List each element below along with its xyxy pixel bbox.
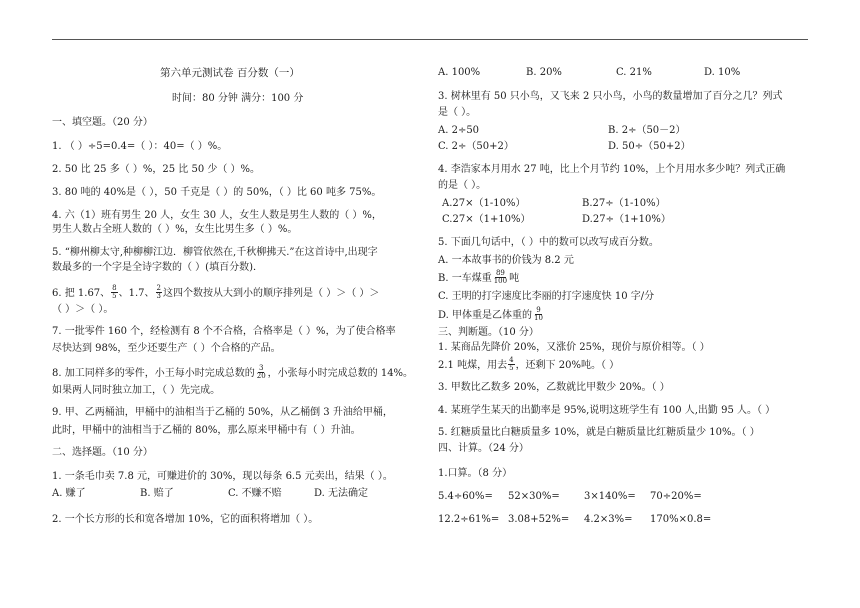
time-info: 时间：80 分钟 满分：100 分 (172, 93, 304, 104)
choice-q2-option-b: B. 20% (526, 67, 562, 78)
fill-question-8-line1 (52, 366, 413, 381)
q8-text-post: ，小张每小时完成总数的 14%。 (267, 368, 414, 379)
calc-item: 5.4÷60%= (438, 491, 493, 502)
fill-question-5-line2: 数最多的一个字是全诗字数的（ ）(填百分数)． (52, 262, 263, 273)
section-fill-heading: 一、填空题。（20 分） (52, 117, 153, 128)
choice-question-4-line2: 的是（ ）。 (438, 180, 487, 191)
choice-q3-option-b: B. 2÷（50－2） (608, 125, 686, 136)
fraction-nine-tenths: $\frac{9}{10}$ (534, 306, 543, 322)
section-choice-heading: 二、选择题。（10 分） (52, 447, 153, 458)
choice-q1-option-b: B. 赔了 (140, 488, 174, 499)
fill-question-6-line2: （ ）＞（ ）。 (52, 304, 114, 315)
fill-question-2: 2. 50 比 25 多（ ）%，25 比 50 少（ ）%。 (52, 164, 261, 175)
choice-question-5: 5. 下面几句话中，（ ）中的数可以改写成百分数。 (438, 237, 659, 248)
judge-question-5: 5. 红糖质量比白糖质量多 10%，就是白糖质量比红糖质量少 10%。（ ） (438, 427, 760, 438)
calc-item: 170%×0.8= (650, 514, 712, 525)
choice-question-1: 1. 一条毛巾卖 7.8 元，可赚进价的 30%，现以每条 6.5 元卖出，结果（ ）。 (52, 471, 393, 482)
choice-q4-option-d: D.27÷（1+10%） (582, 214, 671, 225)
choice-q3-option-d: D. 50÷（50+2） (608, 141, 691, 152)
choice-q5-option-c: C. 王明的打字速度比李丽的打字速度快 10 字/分 (438, 291, 655, 302)
calc-item: 3.08+52%= (508, 514, 570, 525)
q6-text-pre: 6. 把 1.67、 (52, 288, 111, 299)
judge-question-3: 3. 甲数比乙数多 20%，乙数就比甲数少 20%。（ ） (438, 382, 670, 393)
top-rule (52, 39, 808, 40)
judge-question-1: 1. 某商品先降价 20%，又涨价 25%，现价与原价相等。（ ） (438, 342, 710, 353)
page-title: 第六单元测试卷 百分数（一） (160, 67, 300, 79)
fill-question-9-line1: 9. 甲、乙两桶油，甲桶中的油相当于乙桶的 50%，从乙桶倒 3 升油给甲桶， (52, 407, 393, 418)
calc-subsection-heading: 1.口算。（8 分） (438, 468, 513, 479)
fill-question-7-line1: 7. 一批零件 160 个，经检测有 8 个不合格，合格率是（ ）%，为了使合格率 (52, 326, 396, 337)
section-judge-heading: 三、判断题。（10 分） (438, 327, 539, 338)
choice-q4-option-c: C.27×（1+10%） (442, 214, 531, 225)
choice-q5-option-d: D. 甲体重是乙体重的 $\frac{9}{10}$ (438, 306, 543, 322)
fraction-four-fifths: $\frac{4}{5}$ (509, 356, 514, 372)
choice-question-3-line2: 是（ ）。 (438, 107, 477, 118)
fill-question-7-line2: 尽快达到 98%，至少还要生产（ ）个合格的产品。 (52, 343, 281, 354)
section-calc-heading: 四、计算。（24 分） (438, 443, 529, 454)
q6-text-post: 这四个数按从大到小的顺序排列是（ ）＞（ ）＞ (163, 288, 380, 299)
choice-q4-option-a: A.27×（1-10%） (442, 198, 526, 209)
fill-question-9-line2: 此时，甲桶中的油相当于乙桶的 80%，那么原来甲桶中有（ ）升油。 (52, 425, 361, 436)
fill-question-4-line1: 4. 六（1）班有男生 20 人，女生 30 人，女生人数是男生人数的（ ）%， (52, 210, 382, 221)
fraction-two-thirds: $\frac{2}{3}$ (156, 284, 162, 300)
fill-question-8-line2: 如果两人同时独立加工，（ ）先完成。 (52, 385, 221, 396)
judge-question-2: 2.1 吨煤，用去 $\frac{4}{5}$ ，还剩下 20%吨。（ ） (438, 356, 620, 372)
choice-q1-option-a: A. 赚了 (52, 488, 86, 499)
choice-q2-option-c: C. 21% (616, 67, 652, 78)
fill-question-5-line1: 5. “柳州柳太守,种柳柳江边．柳管依然在,千秋柳拂天.”在这首诗中,出现字 (52, 247, 378, 258)
fraction-89-hundredths: $\frac{89}{100}$ (493, 269, 508, 285)
choice-q2-option-d: D. 10% (704, 67, 741, 78)
choice-q5-option-a: A. 一本故事书的价钱为 8.2 元 (438, 255, 574, 266)
choice-q3-option-a: A. 2÷50 (438, 125, 480, 136)
calc-item: 3×140%= (584, 491, 636, 502)
choice-q3-option-c: C. 2÷（50+2） (438, 141, 514, 152)
calc-item: 52×30%= (508, 491, 560, 502)
choice-q1-option-c: C. 不赚不赔 (228, 488, 282, 499)
fill-question-1: 1. （ ）÷5=0.4=（ ）：40=（ ）%。 (52, 141, 228, 152)
q6-text-mid: 、1.7、 (118, 288, 155, 299)
choice-q2-option-a: A. 100% (438, 67, 481, 78)
fill-question-6-line1 (52, 286, 379, 301)
q8-text-pre: 8. 加工同样多的零件，小王每小时完成总数的 (52, 368, 255, 379)
choice-q5-option-b: B. 一车煤重 $\frac{89}{100}$ 吨 (438, 269, 520, 285)
choice-q1-option-d: D. 无法确定 (314, 488, 369, 499)
choice-question-2: 2. 一个长方形的长和宽各增加 10%，它的面积将增加（ ）。 (52, 514, 319, 525)
fraction-three-twentieths: $\frac{3}{20}$ (256, 364, 266, 380)
fill-question-3: 3. 80 吨的 40%是（ ），50 千克是（ ）的 50%，（ ）比 60 吨多 75%。 (52, 187, 382, 198)
fraction-eight-fifths: $\frac{8}{5}$ (112, 284, 117, 300)
judge-question-4: 4. 某班学生某天的出勤率是 95%,说明这班学生有 100 人,出勤 95 人。（ ） (438, 405, 776, 416)
calc-item: 4.2×3%= (584, 514, 633, 525)
choice-q4-option-b: B.27÷（1-10%） (582, 198, 666, 209)
calc-item: 70÷20%= (650, 491, 702, 502)
choice-question-4-line1: 4. 李浩家本月用水 27 吨，比上个月节约 10%，上个月用水多少吨？列式正确 (438, 164, 786, 175)
choice-question-3-line1: 3. 树林里有 50 只小鸟，又飞来 2 只小鸟，小鸟的数量增加了百分之几？列式 (438, 91, 783, 102)
fill-question-4-line2: 男生人数占全班人数的（ ）%，女生比男生多（ ）%。 (52, 224, 298, 235)
calc-item: 12.2÷61%= (438, 514, 500, 525)
